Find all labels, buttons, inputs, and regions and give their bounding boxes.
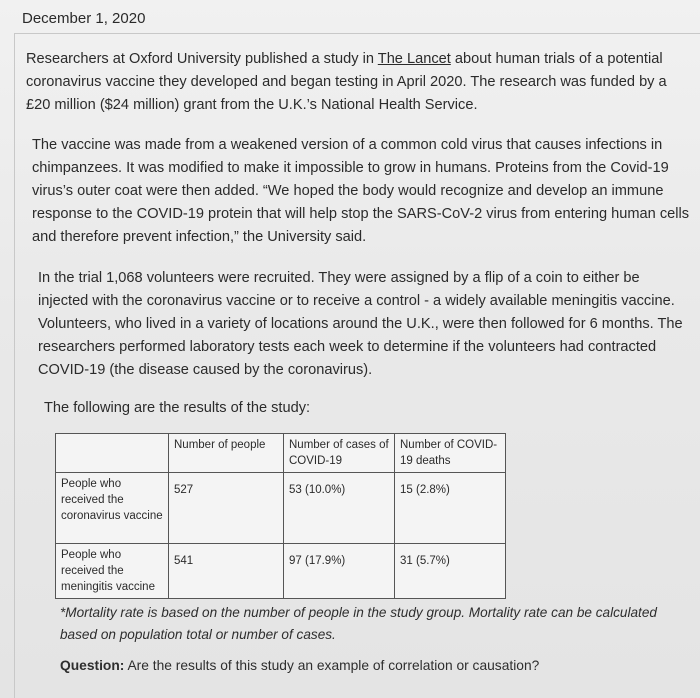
paragraph-vaccine-description: The vaccine was made from a weakened version of a common cold virus that causes infections in chimpanzees. It was modified to make it impossible to grow in humans. Proteins from the Covid-19 virus’s outer coat were then added. “We hoped the body would recognize and develop an immune response to the COVID-19 protein that will help stop the SARS-CoV-2 virus from entering human cells and therefore prevent infection,” the University said. [32, 137, 690, 245]
row-label-meningitis-vaccine: People who received the meningitis vaccine [56, 544, 169, 599]
table-header-row [56, 434, 506, 473]
paragraph-study-intro [26, 48, 694, 117]
table-row [56, 473, 506, 544]
cell-people-meningitis: 541 [169, 544, 284, 599]
document-date: December 1, 2020 [22, 10, 146, 27]
row-label-coronavirus-vaccine: People who received the coronavirus vaccine [56, 473, 169, 544]
mortality-note: *Mortality rate is based on the number of people in the study group. Mortality rate can be calculated based on population total or number of cases. [60, 605, 657, 642]
paragraph-results-intro: The following are the results of the study: [44, 400, 311, 416]
cell-deaths-coronavirus: 15 (2.8%) [395, 473, 506, 544]
table-header-empty [56, 434, 169, 473]
journal-name: The Lancet [377, 51, 451, 67]
paragraph-study-intro-end: about human trials of a potential coronavirus vaccine they developed and began testing in April 2020. The research was funded by a £20 million ($24 million) grant from the U.K.’s National Health Service. [26, 51, 667, 113]
cell-cases-meningitis: 97 (17.9%) [284, 544, 395, 599]
results-table [55, 433, 506, 599]
paragraph-study-intro-start: Researchers at Oxford University published a study in [26, 51, 378, 67]
paragraph-trial-design: In the trial 1,068 volunteers were recruited. They were assigned by a flip of a coin to either be injected with the coronavirus vaccine or to receive a control - a widely available meningitis vaccine. Volunteers, who lived in a variety of locations around the U.K., were then followed for 6 months. The researchers performed laboratory tests each week to determine if the volunteers had contracted COVID-19 (the disease caused by the coronavirus). [38, 270, 683, 378]
table-header-people: Number of people [169, 434, 284, 473]
table-header-cases: Number of cases of COVID-19 [284, 434, 395, 473]
table-row [56, 544, 506, 599]
question-prompt [60, 656, 680, 676]
cell-cases-coronavirus: 53 (10.0%) [284, 473, 395, 544]
cell-people-coronavirus: 527 [169, 473, 284, 544]
cell-deaths-meningitis: 31 (5.7%) [395, 544, 506, 599]
question-label: Question: [60, 658, 125, 673]
table-header-deaths: Number of COVID-19 deaths [395, 434, 506, 473]
question-text: Are the results of this study an example of correlation or causation? [124, 658, 540, 673]
